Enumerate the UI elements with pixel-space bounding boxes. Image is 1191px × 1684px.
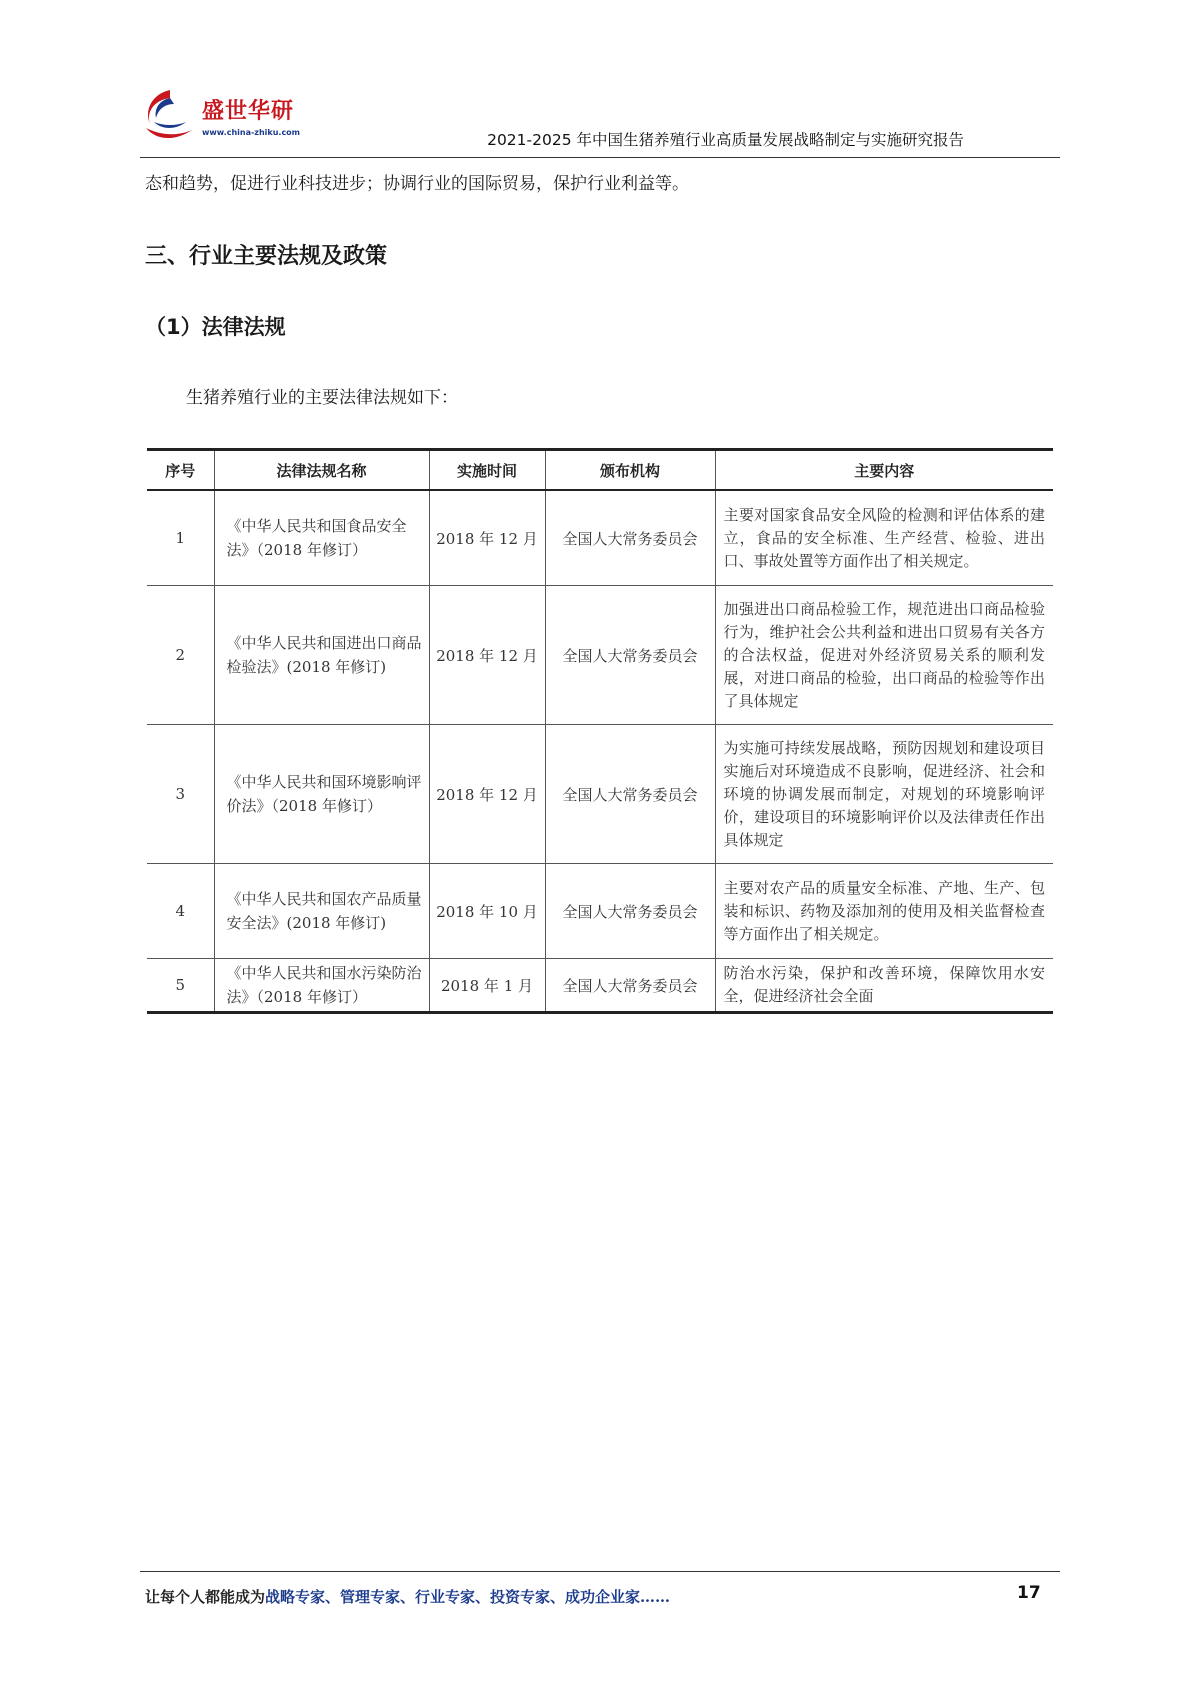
logo-swoosh-icon (140, 84, 200, 150)
cell-org: 全国人大常务委员会 (545, 959, 715, 1013)
cell-name: 《中华人民共和国农产品质量安全法》(2018 年修订) (214, 864, 429, 959)
header-date: 实施时间 (429, 450, 545, 491)
table-row (147, 490, 1053, 586)
cell-content: 为实施可持续发展战略，预防因规划和建设项目实施后对环境造成不良影响，促进经济、社会和环境的协调发展而制定，对规划的环境影响评价，建设项目的环境影响评价以及法律责任作出具体规定 (715, 725, 1053, 864)
cell-org: 全国人大常务委员会 (545, 864, 715, 959)
cell-org: 全国人大常务委员会 (545, 586, 715, 725)
cell-name: 《中华人民共和国水污染防治法》（2018 年修订） (214, 959, 429, 1013)
table-row (147, 864, 1053, 959)
company-logo (140, 84, 330, 152)
subsection-heading: （1）法律法规 (145, 315, 286, 339)
cell-date: 2018 年 1 月 (429, 959, 545, 1013)
table-row (147, 959, 1053, 1013)
cell-date: 2018 年 10 月 (429, 864, 545, 959)
laws-table (147, 448, 1053, 1014)
cell-org: 全国人大常务委员会 (545, 490, 715, 586)
cell-content: 加强进出口商品检验工作，规范进出口商品检验行为，维护社会公共利益和进出口贸易有关各方的合法权益，促进对外经济贸易关系的顺利发展，对进口商品的检验，出口商品的检验等作出了具体规定 (715, 586, 1053, 725)
footer-slogan (145, 1586, 670, 1607)
intro-paragraph: 生猪养殖行业的主要法律法规如下： (186, 388, 458, 408)
cell-name: 《中华人民共和国食品安全法》（2018 年修订） (214, 490, 429, 586)
footer-slogan-prefix: 让每个人都能成为 (145, 1588, 266, 1606)
header-divider (140, 157, 1060, 158)
cell-name: 《中华人民共和国环境影响评价法》（2018 年修订） (214, 725, 429, 864)
cell-no: 1 (147, 490, 214, 586)
table-header-row (147, 450, 1053, 491)
cell-no: 4 (147, 864, 214, 959)
cell-content: 主要对农产品的质量安全标准、产地、生产、包装和标识、药物及添加剂的使用及相关监督检查等方面作出了相关规定。 (715, 864, 1053, 959)
header-name: 法律法规名称 (214, 450, 429, 491)
logo-url: www.china-zhiku.com (202, 128, 301, 137)
page-number: 17 (1017, 1583, 1041, 1603)
header-content: 主要内容 (715, 450, 1053, 491)
cell-no: 5 (147, 959, 214, 1013)
logo-name: 盛世华研 (202, 99, 295, 124)
cell-name: 《中华人民共和国进出口商品检验法》(2018 年修订) (214, 586, 429, 725)
cell-content: 主要对国家食品安全风险的检测和评估体系的建立，食品的安全标准、生产经营、检验、进出口、事故处置等方面作出了相关规定。 (715, 490, 1053, 586)
section-heading: 三、行业主要法规及政策 (145, 244, 388, 269)
footer-divider (140, 1571, 1060, 1572)
footer-slogan-highlight: 战略专家、管理专家、行业专家、投资专家、成功企业家…… (265, 1588, 671, 1606)
table-row (147, 586, 1053, 725)
cell-no: 3 (147, 725, 214, 864)
cell-date: 2018 年 12 月 (429, 490, 545, 586)
cell-date: 2018 年 12 月 (429, 725, 545, 864)
cell-no: 2 (147, 586, 214, 725)
report-title: 2021-2025 年中国生猪养殖行业高质量发展战略制定与实施研究报告 (487, 131, 964, 149)
cell-date: 2018 年 12 月 (429, 586, 545, 725)
header-org: 颁布机构 (545, 450, 715, 491)
header-no: 序号 (147, 450, 214, 491)
continuation-paragraph: 态和趋势，促进行业科技进步；协调行业的国际贸易，保护行业利益等。 (145, 174, 689, 194)
table-row (147, 725, 1053, 864)
page-header (140, 80, 1060, 158)
cell-content: 防治水污染，保护和改善环境，保障饮用水安全，促进经济社会全面 (715, 959, 1053, 1013)
cell-org: 全国人大常务委员会 (545, 725, 715, 864)
